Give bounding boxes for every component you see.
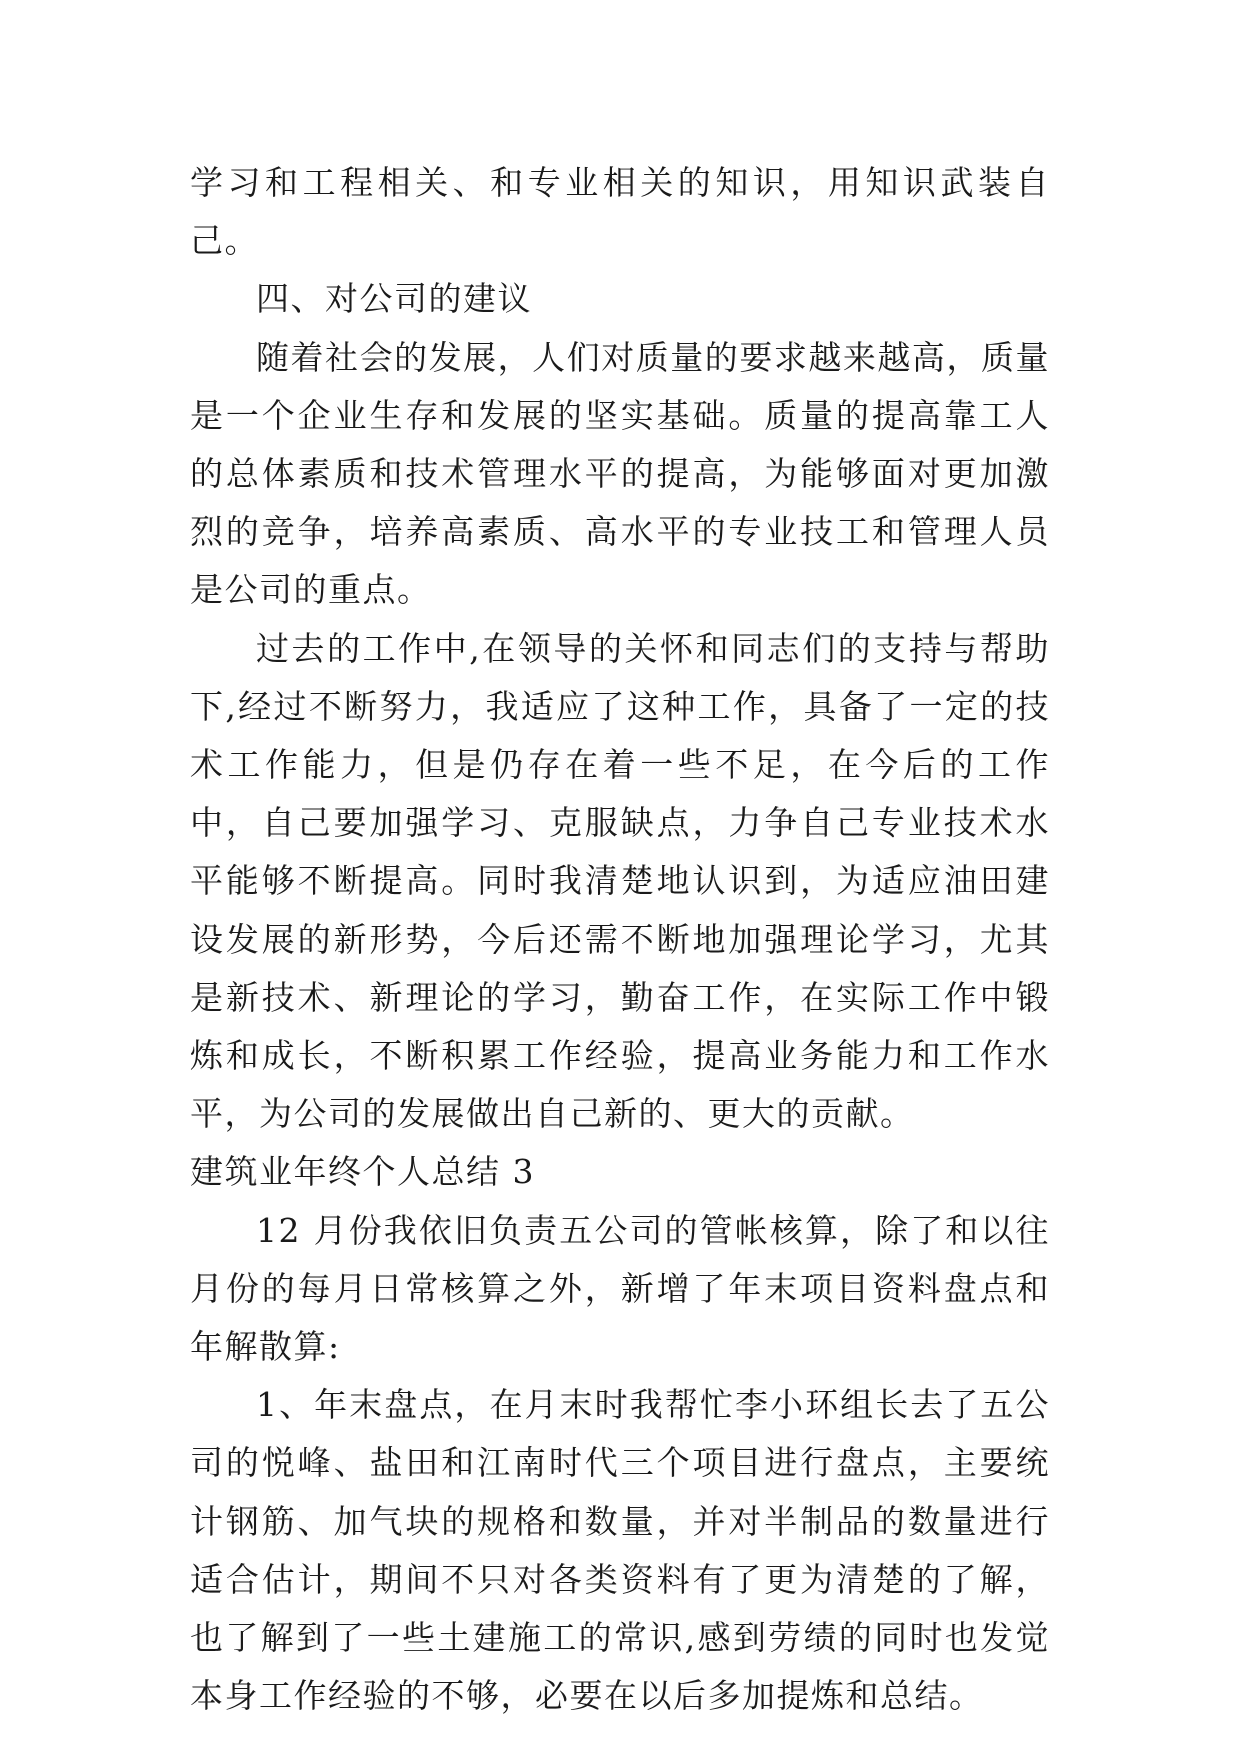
paragraph-december: 12 月份我依旧负责五公司的管帐核算，除了和以往月份的每月日常核算之外，新增了年末项目资料盘点和年解散算: xyxy=(190,1210,1050,1367)
document-title: 建筑业年终个人总结 3 xyxy=(190,1152,535,1192)
section-heading-suggestions: 四、对公司的建议 xyxy=(256,279,532,319)
paragraph-past-work: 过去的工作中,在领导的关怀和同志们的支持与帮助下,经过不断努力，我适应了这种工作，具备了一定的技术工作能力，但是仍存在着一些不足，在今后的工作中，自己要加强学习、克服缺点，力争自己专业技术水平能够不断提高。同时我清楚地认识到，为适应油田建设发展的新形势，今后还需不断地加强理论学习，尤其是新技术、新理论的学习，勤奋工作，在实际工作中锻炼和成长，不断积累工作经验，提高业务能力和工作水平，为公司的发展做出自己新的、更大的贡献。 xyxy=(190,628,1050,1134)
paragraph-continuation: 学习和工程相关、和专业相关的知识，用知识武装自己。 xyxy=(190,163,1050,261)
document-body xyxy=(190,154,1050,1725)
paragraph-quality: 随着社会的发展，人们对质量的要求越来越高，质量是一个企业生存和发展的坚实基础。质量的提高靠工人的总体素质和技术管理水平的提高，为能够面对更加激烈的竞争，培养高素质、高水平的专业技工和管理人员是公司的重点。 xyxy=(190,337,1050,610)
paragraph-year-end-inventory: 1、年末盘点，在月末时我帮忙李小环组长去了五公司的悦峰、盐田和江南时代三个项目进行盘点，主要统计钢筋、加气块的规格和数量，并对半制品的数量进行适合估计，期间不只对各类资料有了更为清楚的了解，也了解到了一些土建施工的常识,感到劳绩的同时也发觉本身工作经验的不够，必要在以后多加提炼和总结。 xyxy=(190,1385,1050,1716)
